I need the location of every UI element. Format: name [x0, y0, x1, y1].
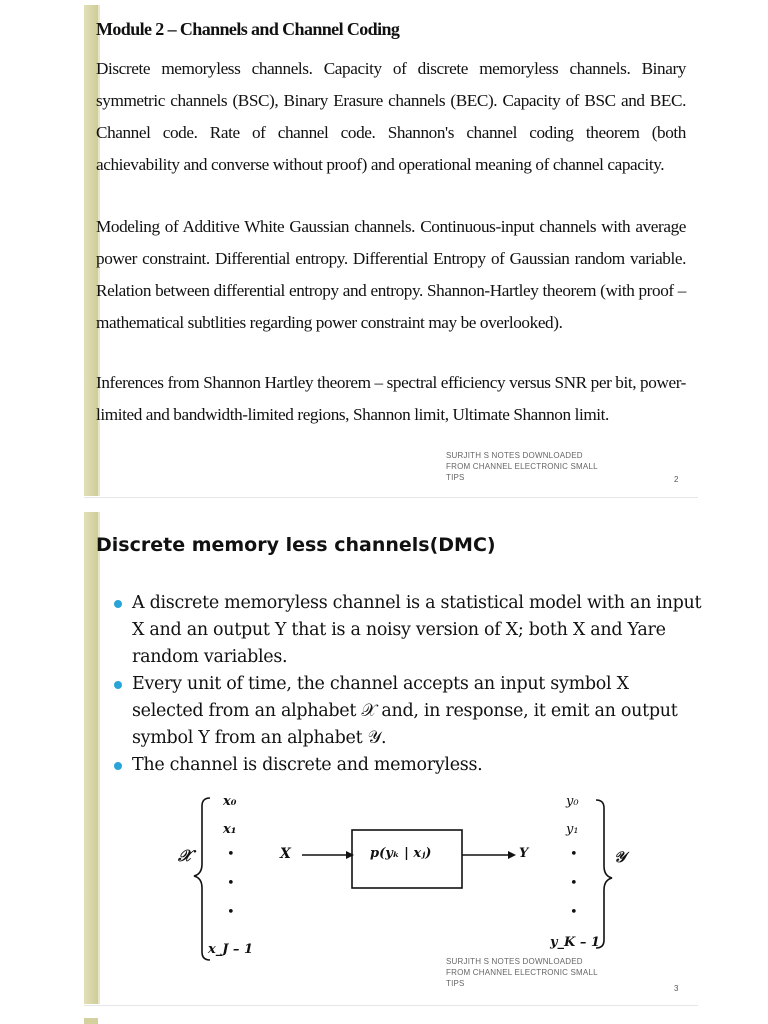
slide-dmc — [84, 512, 702, 1004]
bullet-text: Every unit of time, the channel accepts an input symbol X selected from an alphabet 𝒳 and, in response, it emit an output symbol Y from an alphabet 𝒴. — [132, 674, 678, 748]
bullet-item — [112, 752, 702, 779]
output-dot: • — [570, 905, 578, 920]
output-dot: • — [570, 876, 578, 891]
output-symbol-y0: y₀ — [566, 794, 579, 809]
slide-footer — [446, 956, 676, 989]
footer-line: FROM CHANNEL ELECTRONIC SMALL — [446, 968, 598, 977]
left-brace — [194, 798, 210, 960]
bullet-item — [112, 671, 702, 752]
bullet-list — [112, 590, 702, 779]
bullet-dot-icon — [114, 600, 122, 608]
channel-transition-probability: p(yₖ | xⱼ) — [370, 846, 432, 861]
dmc-diagram-lines — [84, 792, 698, 967]
page-number: 3 — [674, 984, 679, 993]
footer-line: TIPS — [446, 979, 465, 988]
output-symbol-y1: y₁ — [566, 822, 579, 837]
syllabus-paragraph: Modeling of Additive White Gaussian channels. Continuous-input channels with average power constraint. Differential entropy. Differential Entropy of Gaussian random variable. Relation between differential entropy and entropy. Shannon-Hartley theorem (with proof – mathematical subtlities regarding power constraint may be overlooked). — [96, 217, 686, 332]
bullet-text: A discrete memoryless channel is a statistical model with an input X and an output Y that is a noisy version of X; both X and Yare random variables. — [132, 593, 702, 667]
slide-footer — [446, 450, 679, 484]
slide-title: Discrete memory less channels(DMC) — [96, 534, 496, 556]
slide-divider — [84, 497, 698, 498]
bullet-dot-icon — [114, 762, 122, 770]
right-brace — [596, 800, 612, 948]
input-symbol-x1: x₁ — [223, 822, 237, 837]
output-dot: • — [570, 847, 578, 862]
input-symbol-xj-1: x_J – 1 — [208, 942, 253, 957]
output-symbol-yk-1: y_K – 1 — [550, 935, 600, 950]
page-number: 2 — [674, 475, 679, 484]
bullet-item — [112, 590, 702, 671]
footer-line: SURJITH S NOTES DOWNLOADED — [446, 451, 583, 460]
syllabus-paragraph: Inferences from Shannon Hartley theorem – spectral efficiency versus SNR per bit, power-limited and bandwidth-limited regions, Shannon limit, Ultimate Shannon limit. — [96, 373, 686, 424]
footer-line: TIPS — [446, 473, 465, 482]
bullet-dot-icon — [114, 681, 122, 689]
slide-divider — [84, 1005, 698, 1006]
slide-title: Module 2 – Channels and Channel Coding — [96, 19, 400, 39]
input-dot: • — [227, 847, 235, 862]
footer-line: FROM CHANNEL ELECTRONIC SMALL — [446, 462, 598, 471]
input-dot: • — [227, 905, 235, 920]
dmc-diagram — [84, 792, 698, 967]
output-alphabet: 𝒴 — [614, 848, 626, 866]
output-variable: Y — [519, 846, 529, 861]
next-slide-accent-bar — [84, 1018, 98, 1024]
syllabus-paragraph: Discrete memoryless channels. Capacity of discrete memoryless channels. Binary symmetric channels (BSC), Binary Erasure channels (BEC). Capacity of BSC and BEC. Channel code. Rate of channel code. Shannon's channel coding theorem (both achievability and converse without proof) and operational meaning of channel capacity. — [96, 59, 686, 174]
input-dot: • — [227, 876, 235, 891]
input-alphabet: 𝒳 — [178, 846, 192, 865]
bullet-text: The channel is discrete and memoryless. — [132, 755, 483, 775]
input-variable: X — [280, 846, 291, 862]
footer-line: SURJITH S NOTES DOWNLOADED — [446, 957, 583, 966]
input-symbol-x0: x₀ — [223, 794, 237, 809]
slide-module-2 — [84, 5, 698, 496]
output-arrowhead — [508, 851, 516, 859]
